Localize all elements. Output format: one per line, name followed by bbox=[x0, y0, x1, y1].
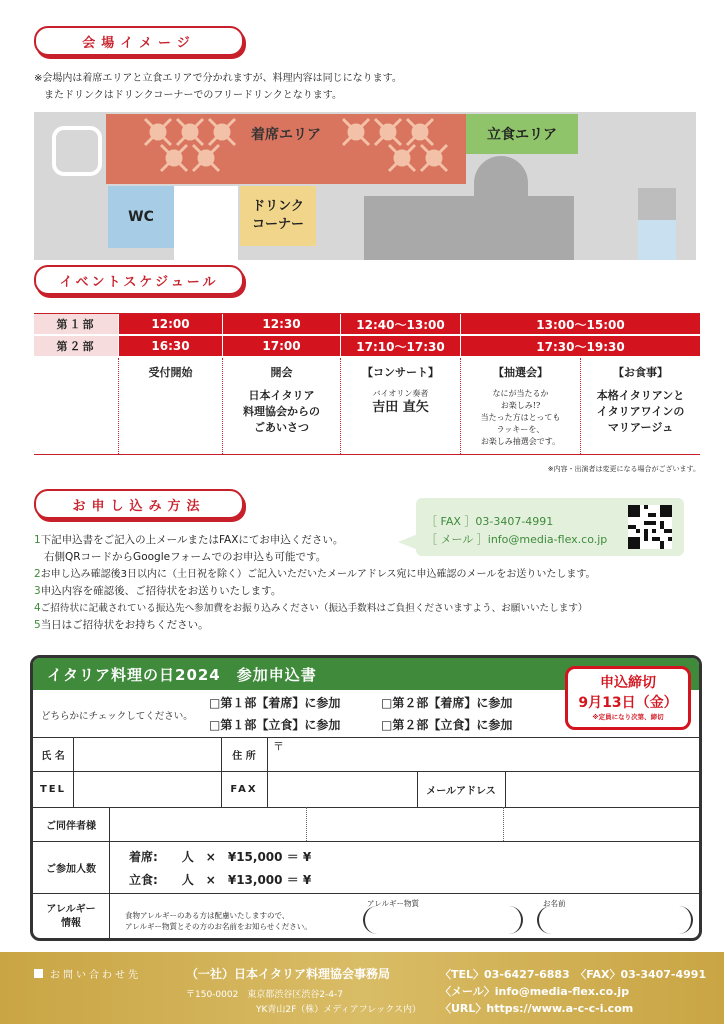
desc-meal bbox=[580, 358, 700, 454]
side-block bbox=[638, 188, 676, 220]
deadline-date: 9月13日（金） bbox=[578, 695, 678, 711]
standing-area bbox=[466, 114, 578, 154]
deadline-badge bbox=[565, 666, 691, 730]
table-icon bbox=[145, 119, 171, 145]
drink-label-1: ドリンク bbox=[252, 199, 304, 214]
desc-reception bbox=[118, 358, 222, 454]
schedule-row-1 bbox=[34, 314, 700, 336]
table-icon bbox=[193, 145, 219, 171]
person-label: お名前 bbox=[543, 899, 566, 908]
desc-line: 本格イタリアンと bbox=[596, 389, 685, 402]
table-icon bbox=[421, 145, 447, 171]
part-label: 第１部 bbox=[34, 314, 118, 334]
time-cell: 17:30〜19:30 bbox=[460, 336, 700, 356]
rule bbox=[33, 893, 702, 894]
seated-count-line[interactable]: 着席: 人 × ¥15,000 ＝ ¥ bbox=[129, 850, 312, 864]
footer-url[interactable]: 〈URL〉https://www.a-c-c-i.com bbox=[440, 1002, 634, 1015]
building: YK青山2F（株）メディアフレックス内） bbox=[256, 1005, 422, 1015]
companion-field[interactable] bbox=[110, 808, 702, 840]
table-icon bbox=[161, 145, 187, 171]
white-block bbox=[174, 186, 238, 260]
check-prompt: どちらかにチェックしてください。 bbox=[41, 711, 193, 722]
table-icon bbox=[177, 119, 203, 145]
venue-note-2: またドリンクはドリンクコーナーでのフリードリンクとなります。 bbox=[44, 90, 342, 101]
time-cell: 12:00 bbox=[118, 314, 222, 334]
venue-heading: 会場イメージ bbox=[34, 26, 244, 56]
qr-code-icon[interactable] bbox=[628, 505, 672, 549]
apply-steps bbox=[34, 532, 596, 634]
step-number: 1 bbox=[34, 534, 41, 546]
allergy-note-2: アレルギー物質とその方のお名前をお知らせください。 bbox=[125, 922, 312, 931]
stage-block bbox=[364, 196, 574, 260]
option-part1-seated[interactable]: □第１部【着席】に参加 bbox=[209, 696, 341, 710]
table-icon bbox=[407, 119, 433, 145]
deadline-title: 申込締切 bbox=[600, 675, 656, 691]
mail-line: ［ メール ］info@media-flex.co.jp bbox=[426, 533, 608, 546]
venue-map bbox=[34, 112, 696, 260]
desc-line: マリアージュ bbox=[607, 421, 674, 434]
desc-title: 【抽選会】 bbox=[493, 366, 548, 379]
step-3 bbox=[34, 583, 596, 600]
step-number: 2 bbox=[34, 568, 41, 580]
desc-line: 日本イタリア bbox=[248, 389, 315, 402]
desc-title: 【コンサート】 bbox=[362, 366, 439, 379]
wc-label: WC bbox=[128, 209, 154, 225]
time-cell: 17:00 bbox=[222, 336, 340, 356]
schedule-descriptions bbox=[34, 358, 700, 454]
side-blue bbox=[638, 220, 676, 260]
step-number: 4 bbox=[34, 602, 41, 614]
desc-small: バイオリン奏者 bbox=[372, 389, 429, 398]
step-number: 5 bbox=[34, 619, 41, 631]
table-icon bbox=[389, 145, 415, 171]
schedule-heading: イベントスケジュール bbox=[34, 265, 244, 295]
allergen-field[interactable] bbox=[363, 906, 523, 934]
fax-field[interactable] bbox=[268, 772, 416, 806]
name-label: 氏 名 bbox=[41, 750, 65, 762]
count-label: ご参加人数 bbox=[46, 863, 96, 875]
option-part1-standing[interactable]: □第１部【立食】に参加 bbox=[209, 718, 341, 732]
email-field[interactable] bbox=[506, 772, 702, 806]
desc-small: お楽しみ!? bbox=[500, 401, 541, 410]
contact-square-icon bbox=[34, 969, 43, 978]
desc-empty bbox=[34, 358, 118, 454]
step-number: 3 bbox=[34, 585, 41, 597]
time-cell: 12:30 bbox=[222, 314, 340, 334]
email-label: メールアドレス bbox=[426, 785, 496, 797]
desc-line: イタリアワインの bbox=[596, 405, 685, 418]
seated-area-label: 着席エリア bbox=[251, 127, 321, 143]
step-5 bbox=[34, 617, 596, 634]
desc-small: なにが当たるか bbox=[492, 389, 549, 398]
allergy-note-1: 食物アレルギーのある方は配慮いたしますので、 bbox=[125, 911, 290, 920]
allergy-label-2: 情報 bbox=[61, 918, 81, 929]
option-part2-seated[interactable]: □第２部【着席】に参加 bbox=[381, 696, 513, 710]
step-text: 当日はご招待状をお持ちください。 bbox=[40, 619, 209, 631]
tel-fax: 〈TEL〉03-6427-6883 〈FAX〉03-3407-4991 bbox=[440, 968, 707, 981]
form-title: イタリア料理の日2024 参加申込書 bbox=[33, 658, 699, 690]
step-text: 下記申込書をご記入の上メールまたはFAXにてお申込ください。 bbox=[40, 534, 344, 546]
companion-label: ご同伴者様 bbox=[46, 820, 96, 832]
apply-heading: お申し込み方法 bbox=[34, 489, 244, 519]
venue-note-1: ※会場内は着席エリアと立食エリアで分かれますが、料理内容は同じになります。 bbox=[34, 73, 402, 84]
allergy-label bbox=[33, 893, 109, 941]
footer bbox=[0, 952, 724, 1024]
desc-title: 【お食事】 bbox=[613, 366, 668, 379]
desc-opening bbox=[222, 358, 340, 454]
address-label: 住 所 bbox=[232, 750, 256, 762]
step-text: お申し込み確認後3日以内に（土日祝を除く）ご記入いただいたメールアドレス宛に申込確認のメールをお送りいたします。 bbox=[40, 569, 596, 580]
step-1-sub: 右側QRコードからGoogleフォームでのお申込も可能です。 bbox=[44, 551, 327, 563]
postal-address: 〒150-0002 東京都渋谷区渋谷2-4-7 bbox=[186, 990, 344, 1000]
tel-field[interactable] bbox=[74, 772, 220, 806]
standing-count-line[interactable]: 立食: 人 × ¥13,000 ＝ ¥ bbox=[129, 873, 312, 887]
address-field[interactable] bbox=[268, 738, 702, 770]
desc-title: 開会 bbox=[270, 366, 293, 379]
drink-corner bbox=[240, 186, 316, 246]
desc-line: ごあいさつ bbox=[254, 421, 309, 434]
part-label: 第２部 bbox=[34, 336, 118, 356]
wc-area bbox=[108, 186, 174, 248]
stage-dome bbox=[474, 156, 528, 204]
desc-small: お楽しみ抽選会です。 bbox=[480, 437, 561, 446]
option-part2-standing[interactable]: □第２部【立食】に参加 bbox=[381, 718, 513, 732]
time-cell: 13:00〜15:00 bbox=[460, 314, 700, 334]
desc-small: 当たった方はとっても bbox=[480, 413, 561, 422]
allergen-label: アレルギー物質 bbox=[367, 899, 420, 908]
time-cell: 17:10〜17:30 bbox=[340, 336, 460, 356]
step-4 bbox=[34, 600, 596, 617]
name-field[interactable] bbox=[74, 738, 220, 770]
entrance-shape bbox=[52, 126, 102, 176]
desc-line: 料理協会からの bbox=[243, 405, 320, 418]
schedule-row-2 bbox=[34, 336, 700, 358]
step-text: ご招待状に記載されている振込先へ参加費をお振り込みください（振込手数料はご負担くださいますよう、お願いいたします） bbox=[40, 603, 588, 614]
table-icons bbox=[106, 114, 466, 184]
table-icon bbox=[343, 119, 369, 145]
desc-concert bbox=[340, 358, 460, 454]
rule bbox=[33, 841, 702, 842]
org-name: （一社）日本イタリア料理協会事務局 bbox=[186, 967, 391, 981]
postal-mark: 〒 bbox=[273, 740, 284, 753]
fax-label: FAX bbox=[230, 783, 258, 795]
application-form bbox=[30, 655, 702, 941]
step-2 bbox=[34, 566, 596, 583]
footer-mail[interactable]: 〈メール〉info@media-flex.co.jp bbox=[440, 985, 630, 998]
desc-lottery bbox=[460, 358, 580, 454]
drink-label-2: コーナー bbox=[251, 217, 304, 232]
deadline-note: ※定員になり次第、締切 bbox=[592, 713, 664, 721]
desc-title: 受付開始 bbox=[148, 366, 193, 379]
step-1 bbox=[34, 532, 596, 549]
step-text: 申込内容を確認後、ご招待状をお送りいたします。 bbox=[40, 585, 282, 597]
schedule-footnote: ※内容・出演者は変更になる場合がございます。 bbox=[547, 465, 700, 473]
allergy-label-1: アレルギー bbox=[46, 904, 96, 915]
desc-line: 吉田 直矢 bbox=[372, 400, 429, 415]
standing-area-label: 立食エリア bbox=[487, 127, 557, 143]
desc-small: ラッキーを、 bbox=[496, 425, 545, 434]
person-field[interactable] bbox=[537, 906, 693, 934]
fax-line: ［ FAX ］03-3407-4991 bbox=[426, 515, 554, 528]
schedule-table bbox=[34, 313, 700, 455]
time-cell: 12:40〜13:00 bbox=[340, 314, 460, 334]
tel-label: TEL bbox=[39, 783, 67, 795]
contact-label: お問い合わせ先 bbox=[50, 970, 141, 981]
time-cell: 16:30 bbox=[118, 336, 222, 356]
table-icon bbox=[209, 119, 235, 145]
table-icon bbox=[375, 119, 401, 145]
